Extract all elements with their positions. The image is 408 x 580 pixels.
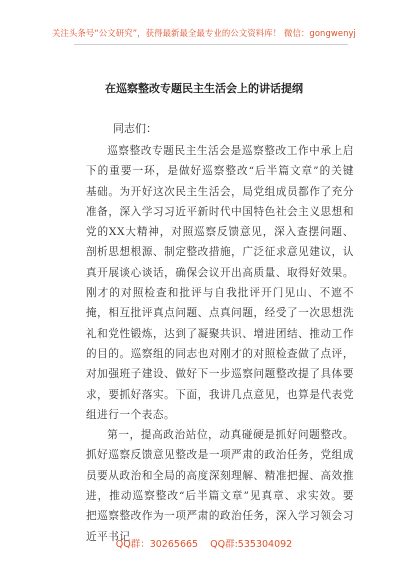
document-title: 在巡察整改专题民主生活会上的讲话提纲 [105, 82, 303, 95]
body-paragraph-1: 巡察整改专题民主生活会是巡察整改工作中承上启下的重要一环，是做好巡察整改“后半篇文章”的关键基础。为开好这次民主生活会，局党组成员都作了充分准备，深入学习习近平新时代中国特色社会主义思想和党的XX大精神，对照巡察反馈意见，深入查摆问题、剖析思想根源、制定整改措施，广泛征求意见建议，认真开展谈心谈话，确保会议开出高质量、取得好效果。刚才的对照检查和批评与自我批评开门见山、不遮不掩，相互批评真点问题、点真问题，经受了一次思想洗礼和党性锻炼，达到了凝聚共识、增进团结、推动工作的目的。巡察组的同志也对刚才的对照检查做了点评，对加强班子建设、做好下一步巡察问题整改提了具体要求，要抓好落实。下面，我讲几点意见，也算是代表党组进行一个表态。 [86, 145, 354, 421]
salutation: 同志们： [113, 122, 157, 135]
body-paragraph-2: 第一，提高政治站位，动真碰硬是抓好问题整改。抓好巡察反馈意见整改是一项严肃的政治任务，党组成员要从政治和全局的高度深刻理解、精准把握、高效推进，推动巡察整改“后半篇文章”见真章、求实效。要把巡察整改作为一项严肃的政治任务，深入学习领会习近平书记 [86, 429, 354, 543]
document-body [86, 141, 354, 547]
header-banner: 关注头条号“公文研究”，获得最新最全最专业的公文资料库！ 微信：gongwenyj [52, 28, 356, 38]
footer-contact: QQ群：30265665 QQ群:535304092 [115, 539, 293, 550]
header-divider [74, 44, 348, 45]
